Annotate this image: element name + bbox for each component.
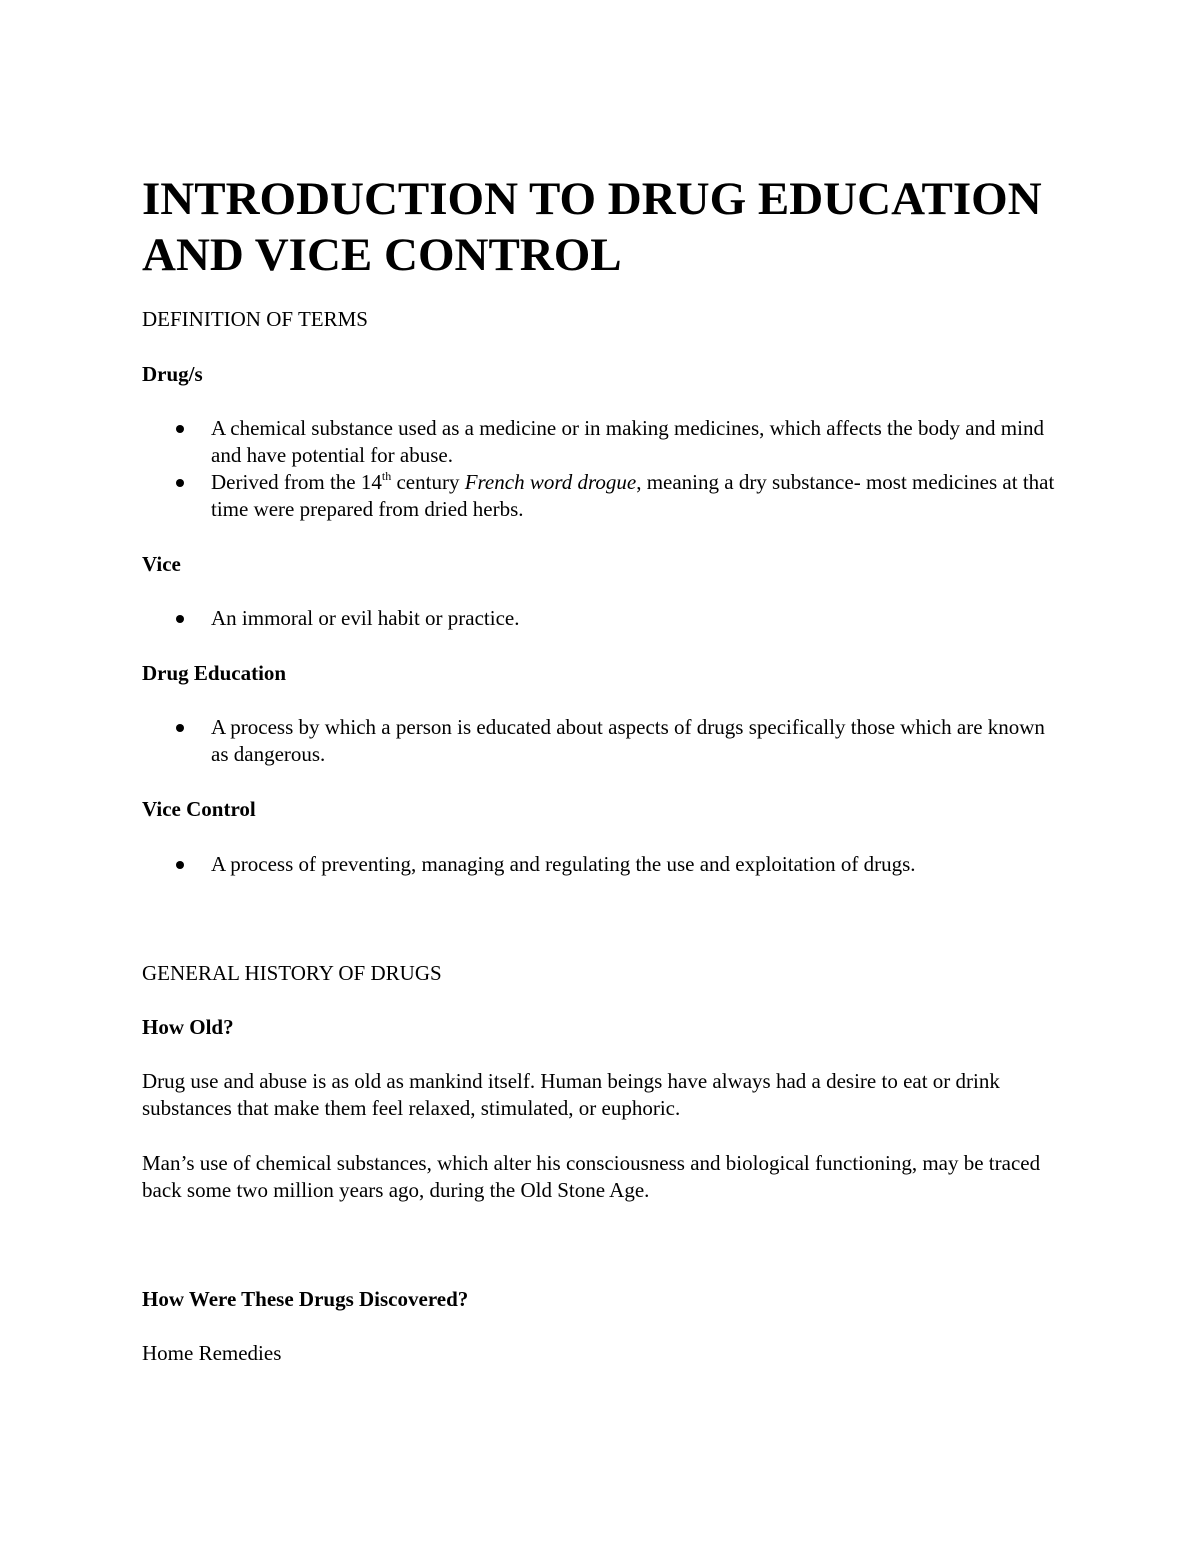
definition-heading: DEFINITION OF TERMS [142,307,368,331]
bullet-icon [176,724,184,732]
home-remedies-subheading: Home Remedies [142,1341,282,1365]
drugs-etymology-after: , meaning a dry substance- most medicines at that time were prepared from dried herbs. [211,470,1055,521]
history-heading: GENERAL HISTORY OF DRUGS [142,961,442,985]
vice-control-bullet-list [142,851,1057,878]
discovered-heading: How Were These Drugs Discovered? [142,1287,469,1311]
drugs-etymology-before: Derived from the 14 [211,470,382,494]
bullet-icon [176,615,184,623]
how-old-heading: How Old? [142,1015,234,1039]
how-old-paragraph-1: Drug use and abuse is as old as mankind itself. Human beings have always had a desire to eat or drink substances that make them feel relaxed, stimulated, or euphoric. [142,1069,1000,1120]
how-old-paragraph-2: Man’s use of chemical substances, which alter his consciousness and biological functioning, may be traced back some two million years ago, during the Old Stone Age. [142,1151,1041,1202]
bullet-icon [176,861,184,869]
vice-definition-text: An immoral or evil habit or practice. [211,606,520,630]
document-title: INTRODUCTION TO DRUG EDUCATION AND VICE CONTROL [142,173,1042,281]
drugs-etymology-mid: century [391,470,465,494]
drugs-definition-text: A chemical substance used as a medicine or in making medicines, which affects the body and mind and have potential for abuse. [211,416,1044,467]
drug-education-definition-text: A process by which a person is educated about aspects of drugs specifically those which are known as dangerous. [211,715,1045,766]
ordinal-superscript: th [381,469,392,483]
vice-control-definition-text: A process of preventing, managing and regulating the use and exploitation of drugs. [211,852,916,876]
term-vice-control-heading: Vice Control [142,797,256,821]
bullet-icon [176,425,184,433]
drug-education-bullet-list [142,714,1057,768]
term-drug-education-heading: Drug Education [142,661,287,685]
drugs-etymology-italic: French word drogue [464,470,637,494]
term-vice-heading: Vice [142,552,181,576]
term-drugs-heading: Drug/s [142,362,203,386]
list-item [142,605,1057,632]
bullet-icon [176,479,184,487]
vice-bullet-list [142,605,1057,632]
list-item [142,415,1057,469]
drugs-bullet-list [142,415,1057,523]
list-item [142,469,1057,523]
list-item [142,714,1057,768]
list-item [142,851,1057,878]
